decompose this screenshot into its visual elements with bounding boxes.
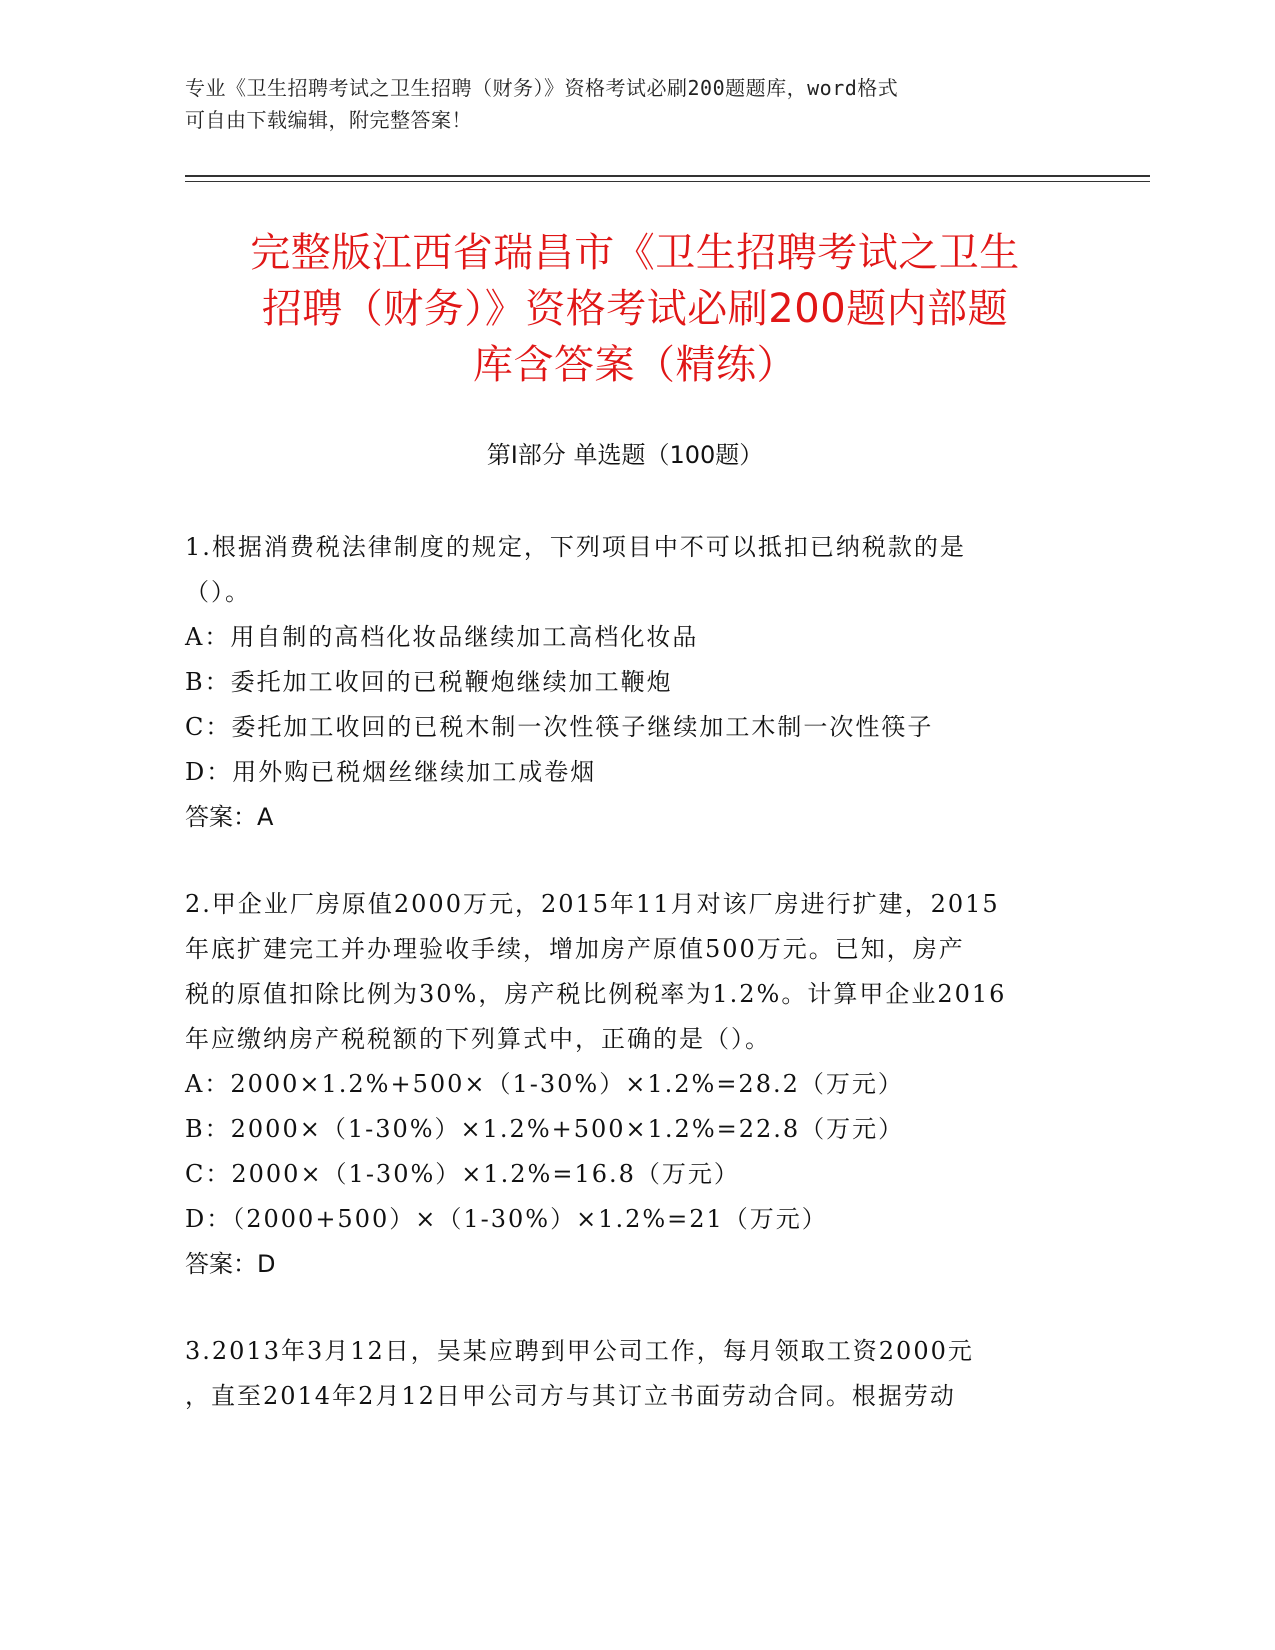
stem-line: 税的原值扣除比例为30%，房产税比例税率为1.2%。计算甲企业2016 (185, 980, 1007, 1008)
stem-line: 1.根据消费税法律制度的规定，下列项目中不可以抵扣已纳税款的是 (185, 533, 966, 561)
header-rule-thin (185, 181, 1150, 182)
option-b: B：2000×（1-30%）×1.2%+500×1.2%=22.8（万元） (185, 1115, 905, 1143)
answer: 答案：A (185, 803, 274, 831)
header-line-2: 可自由下载编辑，附完整答案！ (185, 108, 472, 132)
question-stem (185, 1329, 1055, 1419)
stem-line: 年应缴纳房产税税额的下列算式中，正确的是（）。 (185, 1025, 771, 1053)
title-line-2: 招聘（财务）》资格考试必刷200题内部题 (261, 286, 1009, 332)
answer: 答案：D (185, 1250, 276, 1278)
question-stem (185, 525, 1055, 615)
document-title (195, 225, 1075, 393)
page-header (185, 72, 1065, 136)
question-list (185, 525, 1055, 1461)
option-c: C：委托加工收回的已税木制一次性筷子继续加工木制一次性筷子 (185, 713, 934, 741)
header-line-1: 专业《卫生招聘考试之卫生招聘（财务）》资格考试必刷200题题库，word格式 (185, 76, 899, 100)
section-title: 第Ⅰ部分 单选题（100题） (486, 441, 764, 469)
header-rule-thick (185, 175, 1150, 177)
stem-line: 3.2013年3月12日，吴某应聘到甲公司工作，每月领取工资2000元 (185, 1337, 974, 1365)
stem-line: ，直至2014年2月12日甲公司方与其订立书面劳动合同。根据劳动 (185, 1382, 956, 1410)
title-line-3: 库含答案（精练） (473, 342, 797, 388)
title-line-1: 完整版江西省瑞昌市《卫生招聘考试之卫生 (250, 230, 1020, 276)
option-a: A：用自制的高档化妆品继续加工高档化妆品 (185, 623, 699, 651)
question-1 (185, 525, 1055, 840)
option-a: A：2000×1.2%+500×（1-30%）×1.2%=28.2（万元） (185, 1070, 904, 1098)
stem-line: （）。 (185, 578, 251, 606)
option-c: C：2000×（1-30%）×1.2%=16.8（万元） (185, 1160, 740, 1188)
option-d: D：（2000+500）×（1-30%）×1.2%=21（万元） (185, 1205, 828, 1233)
question-3 (185, 1329, 1055, 1419)
stem-line: 年底扩建完工并办理验收手续，增加房产原值500万元。已知，房产 (185, 935, 965, 963)
option-b: B：委托加工收回的已税鞭炮继续加工鞭炮 (185, 668, 673, 696)
question-2 (185, 882, 1055, 1287)
stem-line: 2.甲企业厂房原值2000万元，2015年11月对该厂房进行扩建，2015 (185, 890, 1000, 918)
question-stem (185, 882, 1055, 1062)
option-d: D：用外购已税烟丝继续加工成卷烟 (185, 758, 597, 786)
